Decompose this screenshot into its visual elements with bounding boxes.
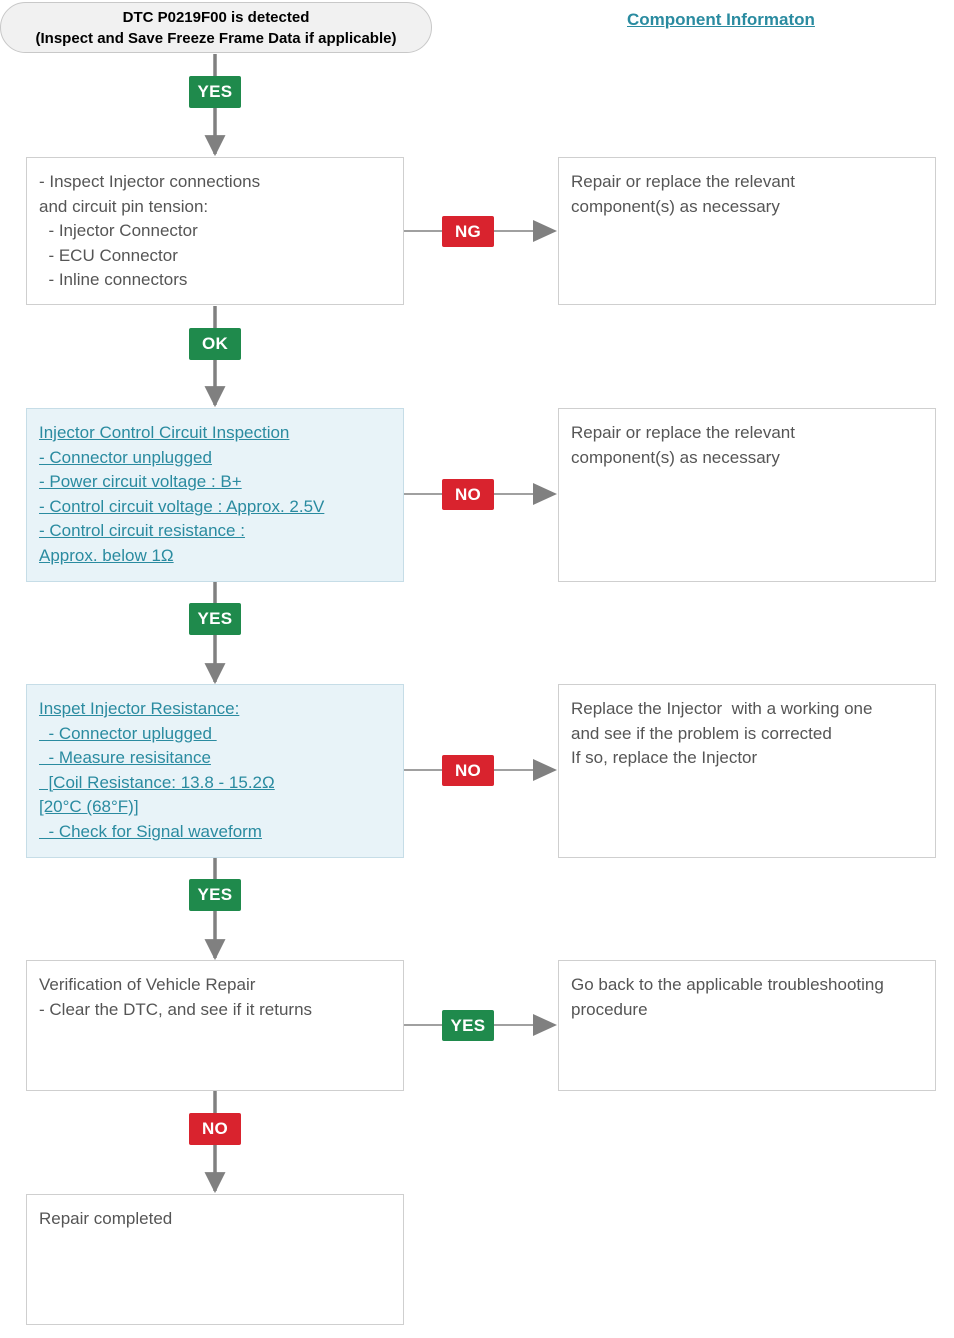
control-circuit-link[interactable]: - Control circuit resistance :: [39, 521, 245, 541]
outcome-text-line: and see if the problem is corrected: [571, 723, 832, 743]
step-text-line: - Inline connectors: [39, 270, 188, 290]
badge-ng: NG: [442, 216, 494, 247]
control-circuit-link[interactable]: Injector Control Circuit Inspection: [39, 423, 290, 442]
outcome-text-line: Repair or replace the relevant: [571, 423, 795, 442]
badge-yes: YES: [189, 76, 241, 108]
step-repair-completed: [26, 1194, 404, 1325]
injector-resistance-link[interactable]: - Measure resisitance: [39, 748, 211, 768]
start-node-dtc-detected: [0, 2, 432, 53]
step-text-line: - Inspect Injector connections: [39, 172, 261, 191]
injector-resistance-link[interactable]: - Check for Signal waveform: [39, 821, 262, 841]
step-text-line: Verification of Vehicle Repair: [39, 975, 256, 994]
badge-no: NO: [442, 755, 494, 786]
control-circuit-link[interactable]: - Control circuit voltage : Approx. 2.5V: [39, 496, 325, 516]
badge-yes: YES: [189, 603, 241, 635]
component-information-link[interactable]: Component Informaton: [627, 10, 815, 29]
outcome-text-line: component(s) as necessary: [571, 447, 780, 467]
outcome-text-line: Repair or replace the relevant: [571, 172, 795, 191]
step-inspect-connections: [26, 157, 404, 305]
injector-resistance-link[interactable]: [Coil Resistance: 13.8 - 15.2Ω: [39, 772, 275, 792]
step-injector-resistance: [26, 684, 404, 858]
badge-no: NO: [189, 1113, 241, 1145]
outcome-text-line: component(s) as necessary: [571, 196, 780, 216]
outcome-text-line: Go back to the applicable troubleshooting: [571, 975, 884, 994]
injector-resistance-link[interactable]: [20°C (68°F)]: [39, 797, 139, 817]
step-text-line: and circuit pin tension:: [39, 196, 209, 216]
badge-yes: YES: [189, 879, 241, 911]
injector-resistance-link[interactable]: Inspet Injector Resistance:: [39, 699, 240, 718]
control-circuit-link[interactable]: - Power circuit voltage : B+: [39, 472, 242, 492]
badge-ok: OK: [189, 328, 241, 360]
step-text-line: Repair completed: [39, 1209, 173, 1228]
step-text-line: - Clear the DTC, and see if it returns: [39, 999, 313, 1019]
control-circuit-link[interactable]: - Connector unplugged: [39, 447, 212, 467]
outcome-replace-injector: [558, 684, 936, 858]
injector-resistance-link[interactable]: - Connector uplugged: [39, 723, 217, 743]
outcome-repair-replace-2: [558, 408, 936, 582]
start-line-1: DTC P0219F00 is detected: [122, 8, 310, 26]
outcome-text-line: procedure: [571, 999, 648, 1019]
badge-no: NO: [442, 479, 494, 510]
step-text-line: - Injector Connector: [39, 221, 198, 241]
step-text-line: - ECU Connector: [39, 245, 178, 265]
outcome-go-back: [558, 960, 936, 1091]
step-control-circuit-inspection: [26, 408, 404, 582]
step-verification: [26, 960, 404, 1091]
outcome-repair-replace-1: [558, 157, 936, 305]
badge-yes: YES: [442, 1010, 494, 1041]
start-line-2: (Inspect and Save Freeze Frame Data if applicable): [35, 29, 397, 47]
outcome-text-line: If so, replace the Injector: [571, 748, 758, 768]
outcome-text-line: Replace the Injector with a working one: [571, 699, 873, 718]
control-circuit-link[interactable]: Approx. below 1Ω: [39, 545, 174, 565]
